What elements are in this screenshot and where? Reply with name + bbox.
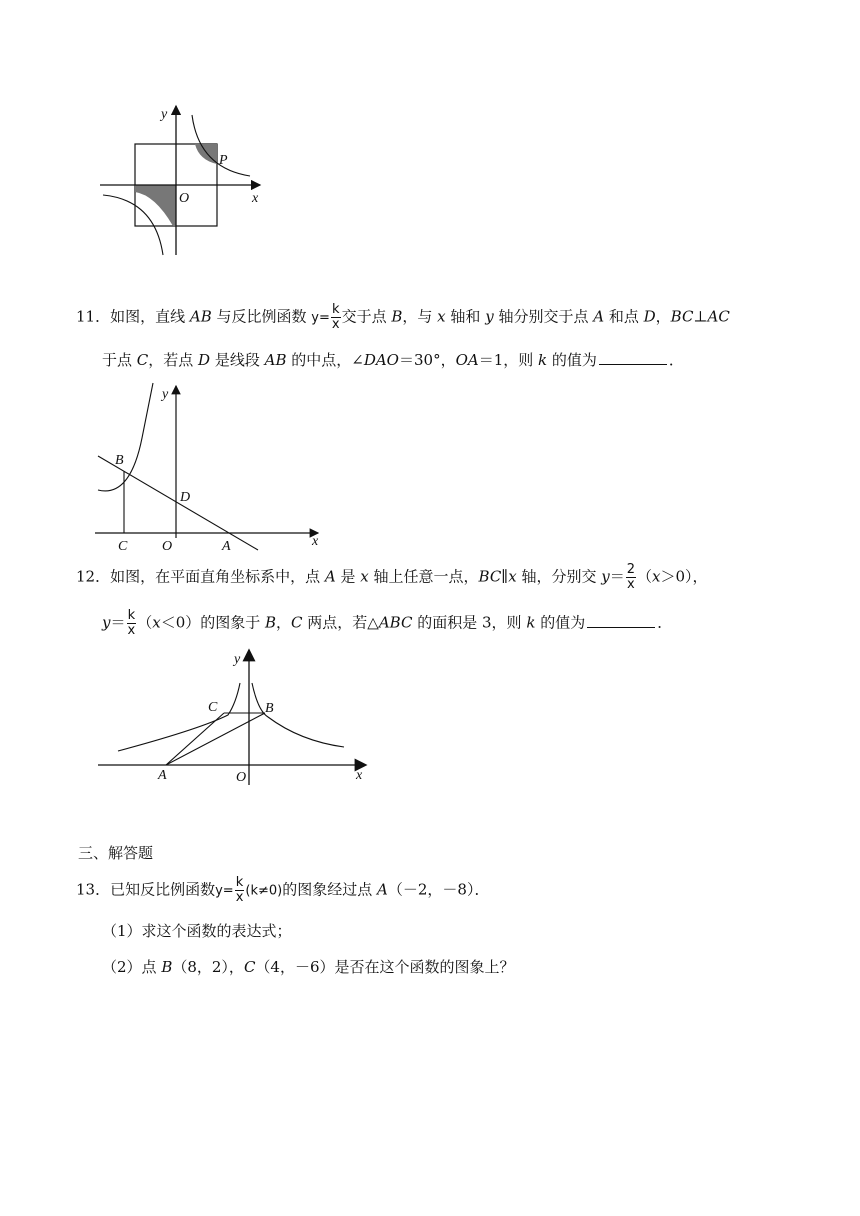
line-ab: [98, 456, 258, 550]
label-c: C: [208, 700, 218, 715]
shaded-region-third-quadrant: [135, 185, 176, 226]
label-a: A: [222, 539, 231, 553]
label-c: C: [118, 539, 128, 553]
label-o: O: [179, 191, 190, 206]
label-o: O: [236, 770, 247, 785]
q11-line1: 11．如图，直线 AB 与反比例函数 y= $\frac{k}{x}$ 交于点 B，与 x 轴和 y 轴分别交于点 A 和点 D，BC⊥AC: [76, 302, 730, 332]
label-p: P: [219, 153, 228, 168]
label-a: A: [158, 768, 167, 783]
section-title: 三、解答题: [78, 844, 154, 862]
q13-sub2: （2）点 B（8，2），C（4，－6）是否在这个函数的图象上？: [102, 958, 515, 976]
figure-q12: [90, 645, 380, 795]
fraction-k-over-x: $\frac{k}{x}$: [127, 608, 136, 638]
label-x: x: [356, 768, 363, 783]
label-o: O: [162, 539, 173, 553]
label-b: B: [265, 701, 274, 716]
label-d: D: [180, 490, 191, 505]
hyperbola-branch-third: [103, 195, 163, 255]
answer-blank-q12[interactable]: [587, 613, 655, 628]
fraction-2-over-x: $\frac{2}{x}$: [626, 562, 636, 592]
q13-number: 13．: [76, 880, 111, 899]
q11-number: 11．: [76, 307, 111, 326]
q13-line1: 13．已知反比例函数y= $\frac{k}{x}$ (k≠0)的图象经过点 A（－2，－8）．: [76, 875, 490, 905]
hyperbola-branch: [98, 383, 153, 491]
label-x: x: [312, 534, 319, 549]
label-x: x: [252, 191, 259, 206]
q11-line2: 于点 C，若点 D 是线段 AB 的中点，∠DAO＝30°，OA＝1，则 k 的值为 ．: [102, 351, 684, 369]
answer-blank-q11[interactable]: [599, 350, 667, 365]
q12-number: 12．: [76, 567, 111, 586]
fraction-k-over-x: $\frac{k}{x}$: [235, 875, 244, 905]
label-y: y: [162, 387, 169, 402]
figure-q11: [90, 378, 330, 553]
label-y: y: [234, 652, 241, 667]
q13-sub1: （1）求这个函数的表达式；: [102, 922, 292, 940]
figure-q10: [95, 100, 270, 260]
q12-line2: y＝ $\frac{k}{x}$ （x＜0）的图象于 B，C 两点，若△ABC 的面积是 3，则 k 的值为 ．: [102, 608, 673, 638]
fraction-k-over-x: $\frac{k}{x}$: [331, 302, 340, 332]
label-b: B: [115, 453, 124, 468]
q12-line1: 12．如图，在平面直角坐标系中，点 A 是 x 轴上任意一点，BC∥x 轴，分别交 y＝ $\frac{2}{x}$ （x＞0），: [76, 562, 708, 592]
label-y: y: [161, 107, 168, 122]
hyperbola-left-branch: [118, 683, 240, 751]
